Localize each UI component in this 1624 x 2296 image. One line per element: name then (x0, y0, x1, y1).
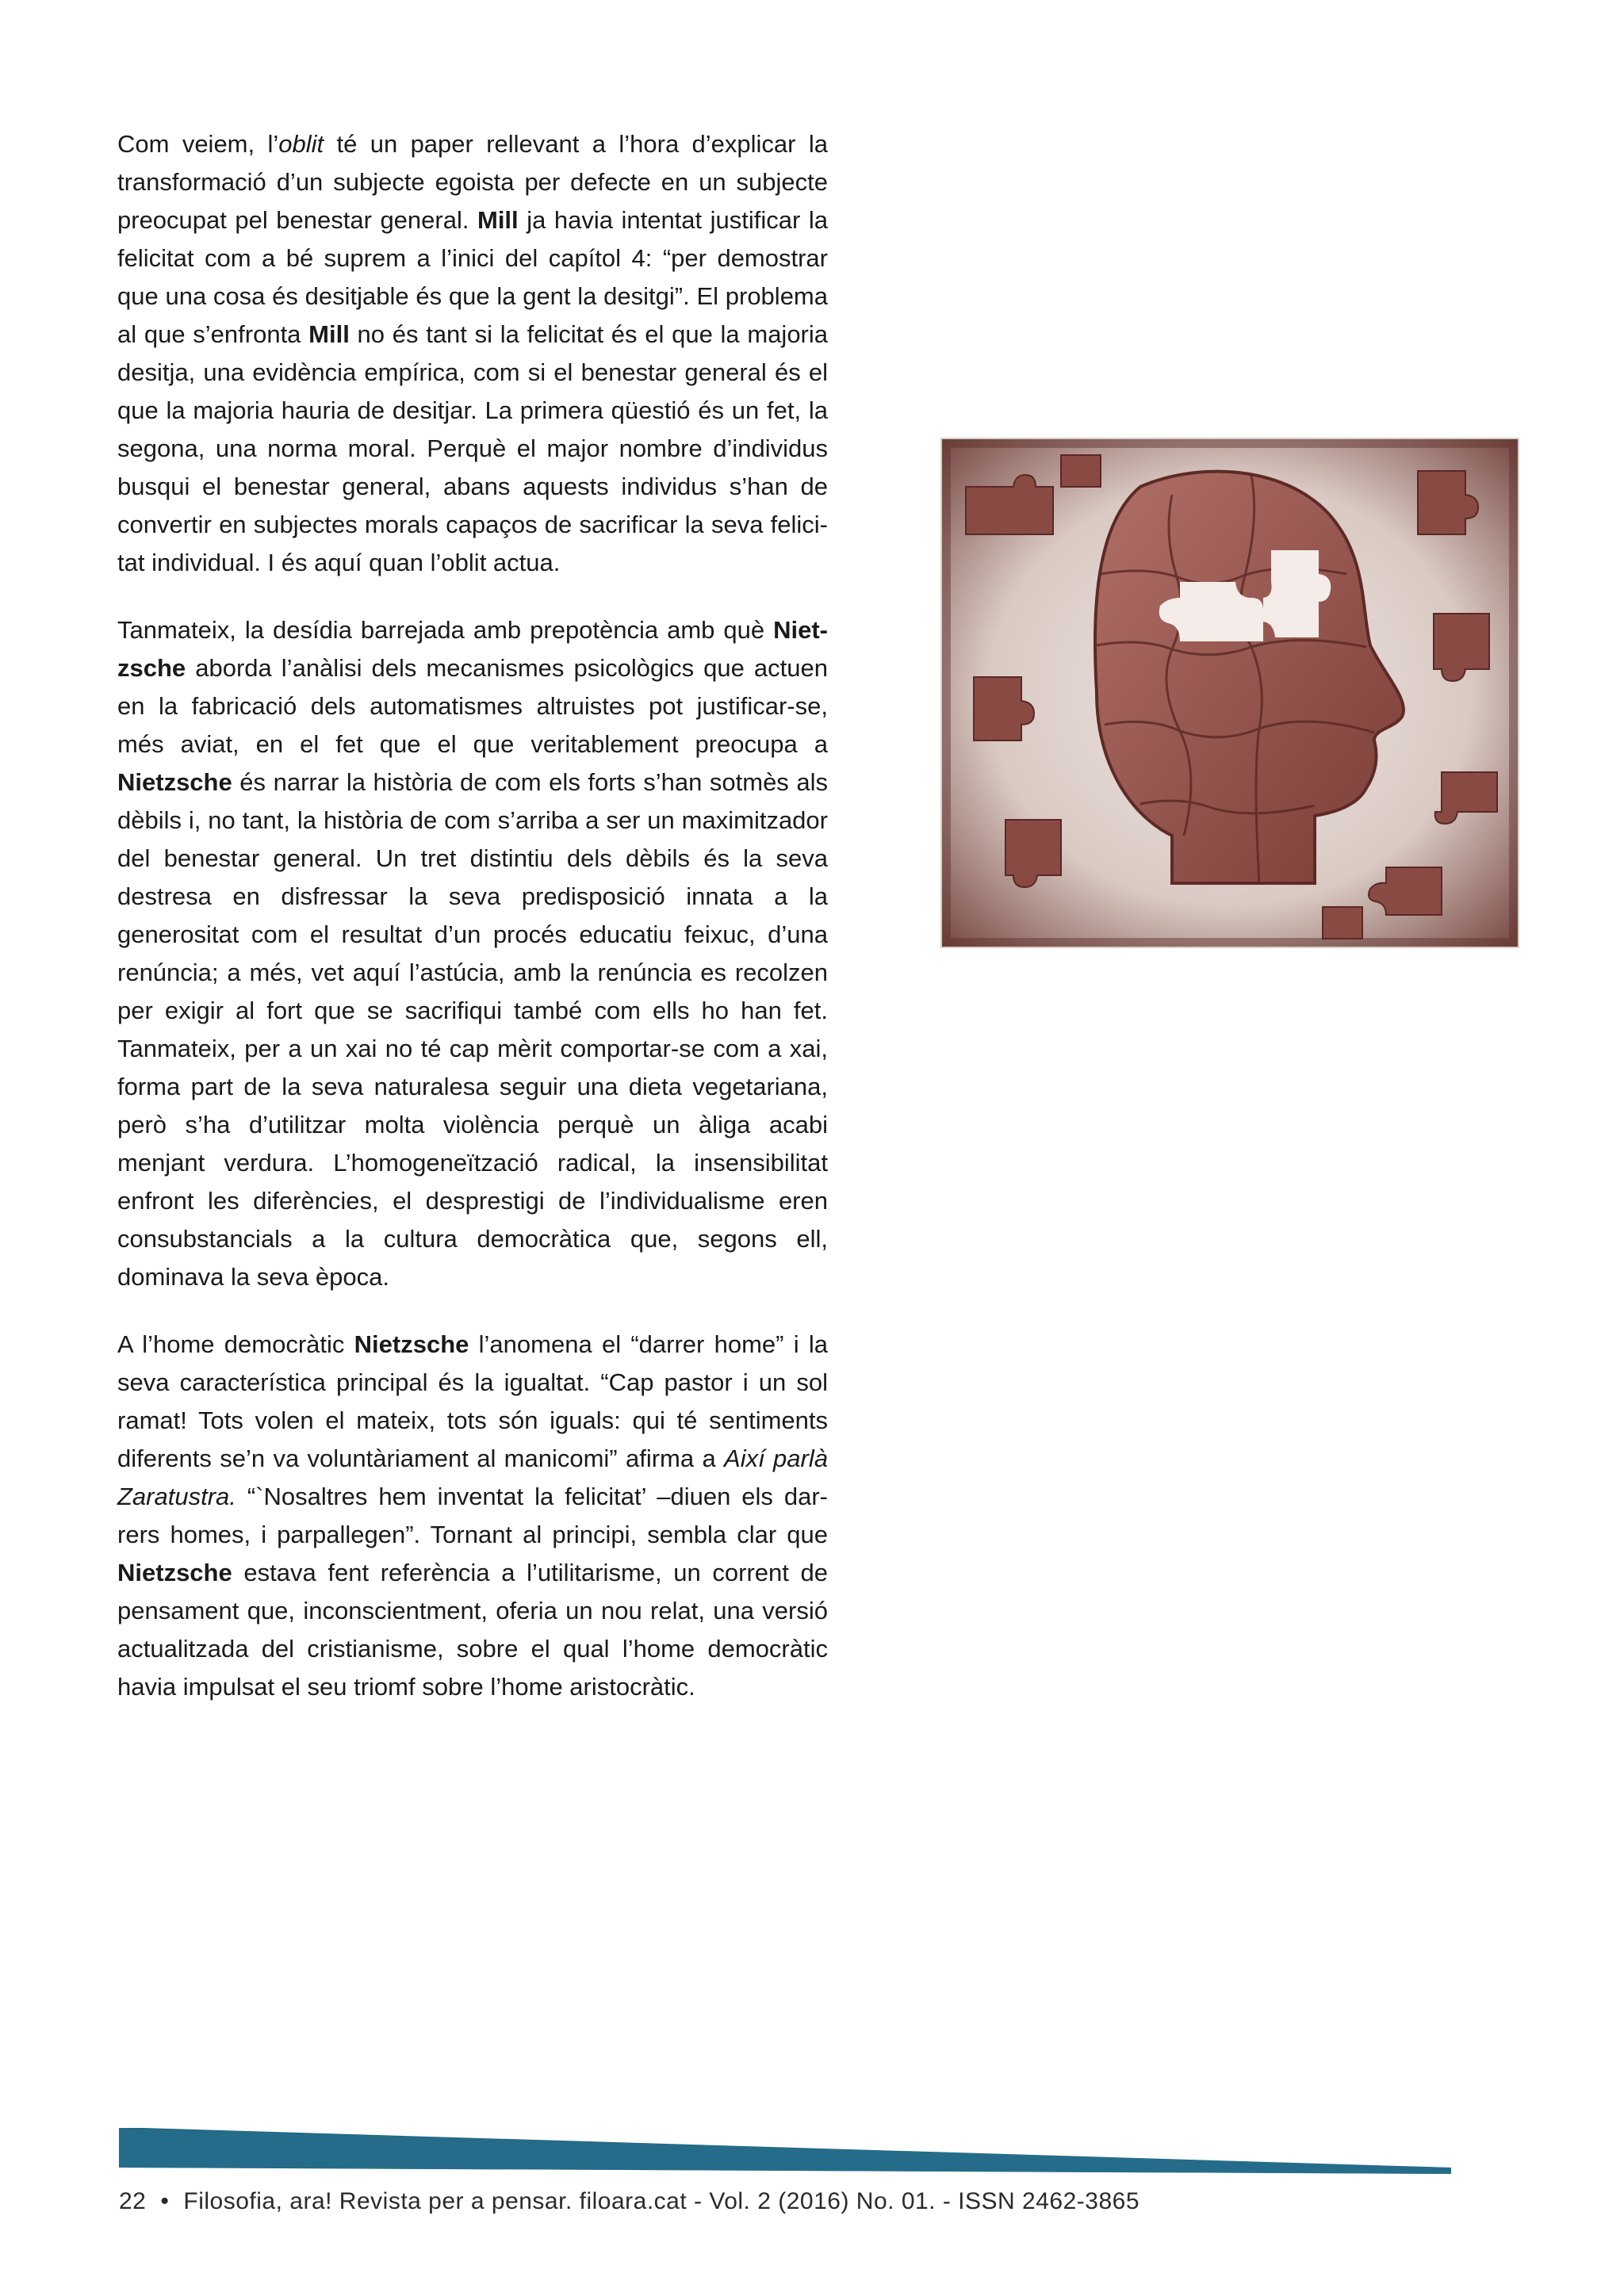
publication-info: Filosofia, ara! Revista per a pensar. filoara.cat - Vol. 2 (2016) No. 01. - ISSN 2462-3865 (183, 2188, 1140, 2214)
bold-term: Nietzsche (354, 1330, 469, 1358)
paragraph-2 (117, 611, 828, 1296)
text-run: l’anomena el “darrer home” i la seva característica principal és la igualtat. “Cap pastor i un sol ramat! Tots volen el mateix, tots són iguals: qui té sentiments diferents se’n va voluntàriament al manicomi” afirma a (117, 1330, 829, 1472)
italic-term: Així parlà Zaratustra. (117, 1445, 828, 1510)
footer-accent-bar (119, 2128, 1451, 2174)
bold-term: Mill (477, 206, 519, 234)
text-run: “`Nosaltres hem inventat la felicitat’ –diuen els darrers homes, i parpallegen”. Tornant al principi, sembla clar que (117, 1483, 828, 1548)
text-run: no és tant si la felicitat és el que la majoria desitja, una evidència empírica, com si el benestar general és el que la majoria hauria de desitjar. La primera qüestió és un fet, la segona, una norma moral. Perquè el major nombre d’individus busqui el benestar general, abans aquests individus s’han de convertir en subjectes morals capaços de sacrificar la seva felicitat individual. I és aquí quan l’oblit actua. (117, 320, 829, 576)
text-run: ja havia intentat justificar la felicitat com a bé suprem a l’inici del capítol 4: “per demostrar que una cosa és desitjable és que la gent la desitgi”. El problema al que s’enfronta (117, 206, 829, 348)
puzzle-head-icon (942, 439, 1518, 947)
article-body (117, 125, 828, 1735)
text-run: A l’home democràtic (117, 1330, 354, 1358)
text-run: Com veiem, l’ (117, 130, 279, 158)
bold-term: Nietzsche (117, 616, 828, 682)
text-run: estava fent referència a l’utilitarisme, un corrent de pensament que, inconscientment, oferia un nou relat, una versió actualitzada del cristianisme, sobre el qual l’home democràtic havia impulsat el seu triomf sobre l’home aristocràtic. (117, 1559, 828, 1701)
text-run: té un paper rellevant a l’hora d’explicar la transformació d’un subjecte egoista per defecte en un subjecte preocupat pel benestar general. (117, 130, 828, 234)
bold-term: Nietzsche (117, 768, 232, 796)
paragraph-3 (117, 1326, 828, 1706)
text-run: és narrar la història de com els forts s’han sotmès als dèbils i, no tant, la història de com s’arriba a ser un maximitzador del benestar general. Un tret distintiu dels dèbils és la seva destresa en disfressar la seva predisposició innata a la generositat com el resultat d’un procés educatiu feixuc, d’una renúncia; a més, vet aquí l’astúcia, amb la renúncia es recolzen per exigir al fort que se sacrifiqui també com ells ho han fet. Tanmateix, per a un xai no té cap mèrit comportar-se com a xai, forma part de la seva naturalesa seguir una dieta vegetariana, però s’ha d’utilitzar molta violència perquè un àliga acabi menjant verdura. L’homogeneïtzació radical, la insensibilitat enfront les diferències, el desprestigi de l’individualisme eren consubstancials a la cultura democràtica que, segons ell, dominava la seva època. (117, 768, 828, 1291)
bold-term: Nietzsche (117, 1559, 232, 1586)
puzzle-head-figure (940, 438, 1519, 948)
bold-term: Mill (308, 320, 350, 348)
page-footer (119, 2188, 1139, 2215)
text-run: Tanmateix, la desídia barrejada amb prepotència amb què (117, 616, 774, 644)
italic-term: oblit (278, 130, 324, 158)
paragraph-1 (117, 125, 828, 582)
page-number: 22 (119, 2188, 147, 2214)
text-run: aborda l’anàlisi dels mecanismes psicològics que actuen en la fabricació dels automatismes altruistes pot justificar-se, més aviat, en el fet que el que veritablement preocupa a (117, 654, 828, 758)
footer-separator: • (160, 2188, 170, 2214)
